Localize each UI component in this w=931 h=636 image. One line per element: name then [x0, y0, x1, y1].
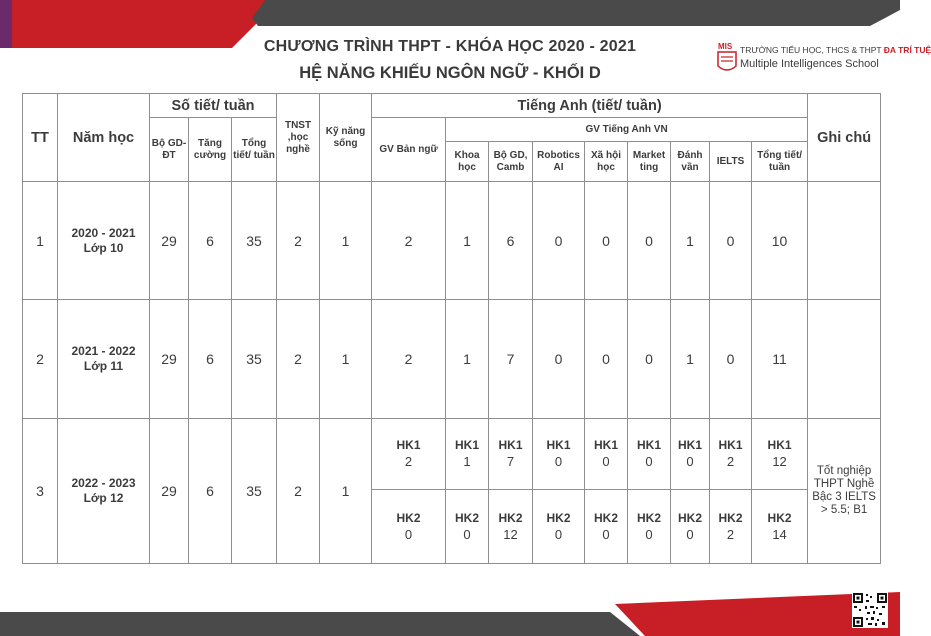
cell-robotics: 0	[533, 300, 585, 418]
curriculum-table	[22, 93, 881, 564]
cell-bo: 29	[150, 300, 189, 418]
cell-hk2-xa-hoi: HK2 0	[585, 489, 628, 563]
header-khoa-hoc: Khoa học	[446, 142, 489, 182]
cell-hk2-marketing: HK2 0	[628, 489, 671, 563]
header-marketing: Market ting	[628, 142, 671, 182]
page-subtitle: HỆ NĂNG KHIẾU NGÔN NGỮ - KHỐI D	[299, 64, 601, 82]
row-year: 2021 - 2022 Lớp 11	[58, 300, 150, 418]
cell-hk1-tong-en: HK1 12	[752, 418, 808, 489]
cell-tong: 35	[232, 300, 277, 418]
header-tong: Tổng tiết/ tuần	[232, 118, 277, 182]
cell-gv-native: 2	[372, 300, 446, 418]
cell-hk1-xa-hoi: HK1 0	[585, 418, 628, 489]
header-note: Ghi chú	[808, 94, 881, 182]
cell-hk1-bo-gd-camb: HK1 7	[489, 418, 533, 489]
cell-danh-van: 1	[671, 182, 710, 300]
header-tnst: TNST ,học nghề	[277, 94, 320, 182]
header-tang: Tăng cường	[189, 118, 232, 182]
cell-tnst: 2	[277, 182, 320, 300]
school-name-vn: TRƯỜNG TIỂU HỌC, THCS & THPT ĐA TRÍ TUỆ	[740, 45, 931, 55]
header-gv-native: GV Bản ngữ	[372, 118, 446, 182]
header-bo-gd-camb: Bộ GD, Camb	[489, 142, 533, 182]
header-ielts: IELTS	[710, 142, 752, 182]
bottom-decor-band	[0, 592, 900, 636]
qr-code-icon	[852, 592, 888, 628]
cell-hk1-robotics: HK1 0	[533, 418, 585, 489]
header-year: Năm học	[58, 94, 150, 182]
header-gv-vn: GV Tiếng Anh VN	[446, 118, 808, 142]
cell-hk2-bo-gd-camb: HK2 12	[489, 489, 533, 563]
cell-gv-native: 2	[372, 182, 446, 300]
row-tt: 3	[23, 418, 58, 563]
cell-tang: 6	[189, 418, 232, 563]
cell-danh-van: 1	[671, 300, 710, 418]
cell-hk1-marketing: HK1 0	[628, 418, 671, 489]
cell-hk1-khoa-hoc: HK1 1	[446, 418, 489, 489]
cell-hk2-gv-native: HK2 0	[372, 489, 446, 563]
cell-bo: 29	[150, 182, 189, 300]
cell-note: Tốt nghiệp THPT Nghề Bậc 3 IELTS > 5.5; B1	[808, 418, 881, 563]
cell-note	[808, 182, 881, 300]
cell-note	[808, 300, 881, 418]
school-name-en: Multiple Intelligences School	[740, 58, 879, 70]
cell-tong-en: 11	[752, 300, 808, 418]
row-year: 2022 - 2023 Lớp 12	[58, 418, 150, 563]
cell-kns: 1	[320, 182, 372, 300]
cell-tong-en: 10	[752, 182, 808, 300]
cell-hk1-gv-native: HK1 2	[372, 418, 446, 489]
row-tt: 2	[23, 300, 58, 418]
header-robotics: Robotics AI	[533, 142, 585, 182]
header-xa-hoi: Xã hội học	[585, 142, 628, 182]
cell-hk1-danh-van: HK1 0	[671, 418, 710, 489]
page-title: CHƯƠNG TRÌNH THPT - KHÓA HỌC 2020 - 2021	[263, 38, 637, 55]
cell-khoa-hoc: 1	[446, 182, 489, 300]
cell-hk2-robotics: HK2 0	[533, 489, 585, 563]
table-row	[23, 300, 881, 418]
table-row	[23, 182, 881, 300]
cell-robotics: 0	[533, 182, 585, 300]
table-row	[23, 418, 881, 489]
cell-marketing: 0	[628, 182, 671, 300]
cell-ielts: 0	[710, 182, 752, 300]
cell-hk2-ielts: HK2 2	[710, 489, 752, 563]
cell-hk2-tong-en: HK2 14	[752, 489, 808, 563]
header-periods: Số tiết/ tuần	[150, 94, 277, 118]
header-kns: Kỹ năng sống	[320, 94, 372, 182]
cell-kns: 1	[320, 300, 372, 418]
row-tt: 1	[23, 182, 58, 300]
cell-ielts: 0	[710, 300, 752, 418]
cell-hk2-khoa-hoc: HK2 0	[446, 489, 489, 563]
cell-tnst: 2	[277, 300, 320, 418]
cell-xa-hoi: 0	[585, 182, 628, 300]
header-english: Tiếng Anh (tiết/ tuần)	[372, 94, 808, 118]
svg-text:MIS: MIS	[718, 42, 733, 51]
cell-kns: 1	[320, 418, 372, 563]
cell-marketing: 0	[628, 300, 671, 418]
cell-bo-gd-camb: 6	[489, 182, 533, 300]
header-tong-en: Tổng tiết/ tuần	[752, 142, 808, 182]
header-bo: Bộ GD-ĐT	[150, 118, 189, 182]
cell-tong: 35	[232, 418, 277, 563]
cell-bo-gd-camb: 7	[489, 300, 533, 418]
cell-xa-hoi: 0	[585, 300, 628, 418]
cell-bo: 29	[150, 418, 189, 563]
cell-khoa-hoc: 1	[446, 300, 489, 418]
cell-tang: 6	[189, 182, 232, 300]
cell-tnst: 2	[277, 418, 320, 563]
cell-tong: 35	[232, 182, 277, 300]
cell-hk1-ielts: HK1 2	[710, 418, 752, 489]
row-year: 2020 - 2021 Lớp 10	[58, 182, 150, 300]
cell-tang: 6	[189, 300, 232, 418]
header-tt: TT	[23, 94, 58, 182]
header-danh-van: Đánh vần	[671, 142, 710, 182]
cell-hk2-danh-van: HK2 0	[671, 489, 710, 563]
